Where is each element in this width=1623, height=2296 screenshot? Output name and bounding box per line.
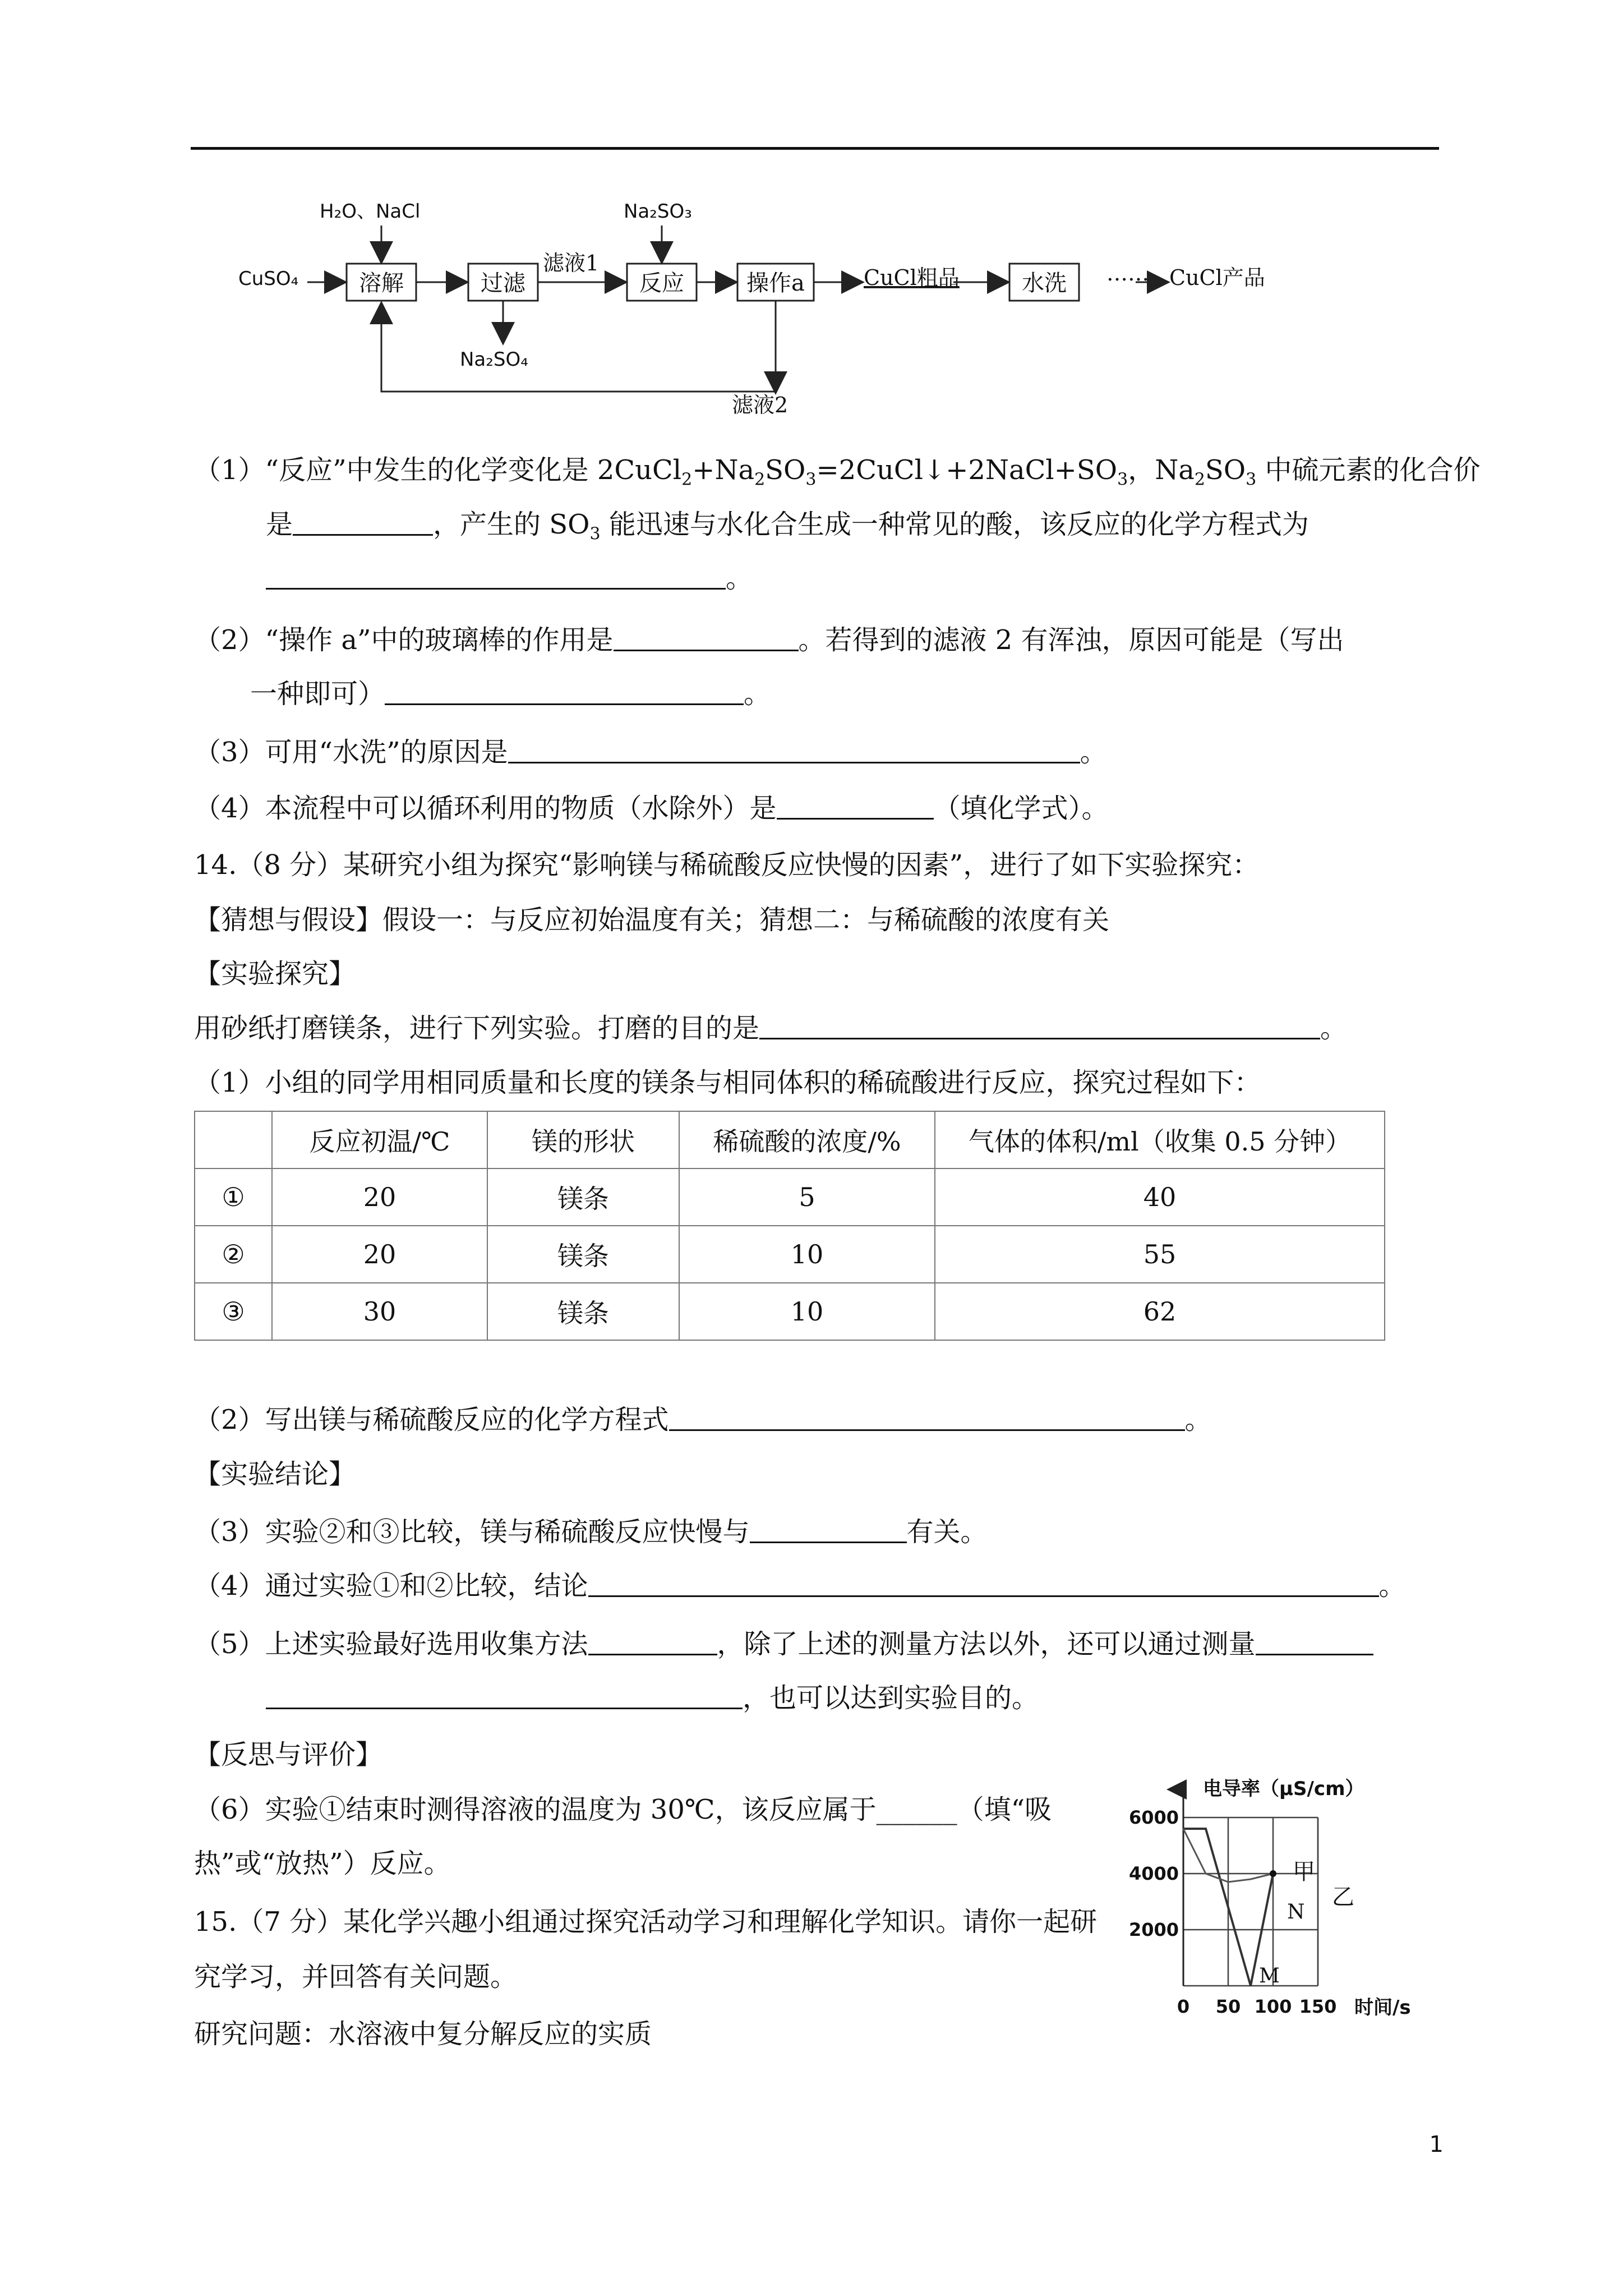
answer-blank[interactable]	[1256, 1627, 1373, 1655]
step-operate-a: 操作a	[746, 270, 805, 296]
table-header-row	[195, 1111, 1385, 1168]
q14-part6-line1: （6）实验①结束时测得溶液的温度为 30℃，该反应属于______（填“吸	[194, 1794, 1052, 1825]
table-cell: ①	[195, 1168, 272, 1226]
table-cell: 镁条	[487, 1168, 679, 1226]
flow-filtrate1: 滤液1	[543, 251, 600, 275]
y-tick-label: 4000	[1128, 1863, 1179, 1884]
table-cell: 镁的形状	[487, 1111, 679, 1168]
q14-polish: 用砂纸打磨镁条，进行下列实验。打磨的目的是 。	[194, 1011, 1347, 1045]
q13-part2-line1: （2）“操作 a”中的玻璃棒的作用是 。若得到的滤液 2 有浑浊，原因可能是（写出	[194, 623, 1344, 657]
x-tick-label: 50	[1215, 1996, 1241, 2017]
q13-part3: （3）可用“水洗”的原因是 。	[194, 735, 1107, 769]
table-cell	[195, 1111, 272, 1168]
flow-reagent1: H₂O、NaCl	[320, 200, 421, 223]
point-label-n: N	[1287, 1901, 1305, 1924]
q15-line2: 究学习，并回答有关问题。	[194, 1961, 518, 1993]
process-flow-diagram	[224, 185, 1290, 426]
y-tick-label: 2000	[1128, 1919, 1179, 1940]
q14-conclusion-heading: 【实验结论】	[194, 1458, 356, 1490]
answer-blank[interactable]	[614, 623, 799, 651]
answer-blank[interactable]	[266, 1681, 743, 1709]
answer-blank[interactable]	[750, 1515, 907, 1543]
answer-blank[interactable]	[669, 1402, 1185, 1431]
x-axis-label: 时间/s	[1354, 1996, 1411, 2019]
table-row	[195, 1226, 1385, 1283]
table-cell: 稀硫酸的浓度/%	[679, 1111, 935, 1168]
point-label-m: M	[1259, 1964, 1280, 1987]
conductivity-chart	[1116, 1767, 1453, 2031]
q15-line3: 研究问题：水溶液中复分解反应的实质	[194, 2018, 652, 2050]
answer-blank[interactable]	[385, 677, 744, 705]
q14-part3: （3）实验②和③比较，镁与稀硫酸反应快慢与 有关。	[194, 1515, 988, 1549]
table-row	[195, 1168, 1385, 1226]
answer-blank[interactable]	[759, 1011, 1320, 1039]
series-label-yi: 乙	[1332, 1884, 1354, 1910]
q14-part6-line2: 热”或“放热”）反应。	[194, 1848, 451, 1879]
experiment-table	[194, 1111, 1385, 1341]
flow-product: CuCl产品	[1169, 265, 1265, 290]
flow-byproduct: Na₂SO₄	[460, 348, 528, 371]
table-cell: 镁条	[487, 1283, 679, 1340]
table-cell: 62	[935, 1283, 1385, 1340]
q14-title: 14.（8 分）某研究小组为探究“影响镁与稀硫酸反应快慢的因素”，进行了如下实验探究：	[194, 849, 1260, 881]
x-tick-label: 0	[1177, 1996, 1190, 2017]
answer-blank[interactable]	[588, 1627, 717, 1655]
page-number: 1	[1429, 2132, 1444, 2157]
q14-explore-heading: 【实验探究】	[194, 958, 356, 990]
q13-part1-line1: （1）“反应”中发生的化学变化是 $2CuCl_2+Na_2SO_3=2CuCl↓+2NaCl+SO_3$，$Na_2SO_3$ 中硫元素的化合价	[194, 454, 1481, 490]
y-tick-label: 6000	[1128, 1807, 1179, 1828]
table-cell: 55	[935, 1226, 1385, 1283]
flow-reagent2: Na₂SO₃	[624, 200, 692, 223]
answer-blank[interactable]	[266, 561, 726, 590]
flow-filtrate2: 滤液2	[732, 393, 789, 417]
y-axis-label: 电导率（μS/cm）	[1203, 1778, 1364, 1800]
q13-part1-line3: 。	[266, 561, 753, 595]
table-cell: 40	[935, 1168, 1385, 1226]
table-cell: 20	[272, 1226, 487, 1283]
answer-blank[interactable]	[508, 735, 1080, 763]
q14-part4: （4）通过实验①和②比较，结论 。	[194, 1568, 1406, 1603]
table-cell: 10	[679, 1283, 935, 1340]
header-rule	[191, 147, 1439, 150]
table-cell: 气体的体积/ml（收集 0.5 分钟）	[935, 1111, 1385, 1168]
q13-part2-line2: 一种即可） 。	[250, 677, 771, 711]
table-cell: ③	[195, 1283, 272, 1340]
q14-part5-line1: （5）上述实验最好选用收集方法 ，除了上述的测量方法以外，还可以通过测量	[194, 1627, 1373, 1661]
q14-part1: （1）小组的同学用相同质量和长度的镁条与相同体积的稀硫酸进行反应，探究过程如下：	[194, 1067, 1261, 1098]
table-cell: 10	[679, 1226, 935, 1283]
table-cell: 20	[272, 1168, 487, 1226]
q14-reflect-heading: 【反思与评价】	[194, 1739, 383, 1770]
flow-crude: CuCl粗品	[864, 265, 960, 290]
table-cell: 反应初温/℃	[272, 1111, 487, 1168]
table-cell: 30	[272, 1283, 487, 1340]
q13-part1-line2: 是 ，产生的 $SO_3$ 能迅速与水化合生成一种常见的酸，该反应的化学方程式为	[266, 507, 1309, 541]
flow-input: CuSO₄	[238, 268, 299, 290]
step-wash: 水洗	[1022, 270, 1067, 296]
step-react: 反应	[639, 270, 684, 296]
table-row	[195, 1283, 1385, 1340]
flow-dots: ……	[1106, 261, 1149, 286]
chart-series	[1183, 1829, 1276, 1986]
table-cell: 5	[679, 1168, 935, 1226]
q14-part2: （2）写出镁与稀硫酸反应的化学方程式 。	[194, 1402, 1212, 1437]
series-label-jia: 甲	[1293, 1859, 1315, 1885]
point-n-marker	[1270, 1870, 1276, 1877]
q14-hypothesis: 【猜想与假设】假设一：与反应初始温度有关；猜想二：与稀硫酸的浓度有关	[194, 904, 1110, 936]
q13-part4: （4）本流程中可以循环利用的物质（水除外）是 （填化学式）。	[194, 791, 1109, 825]
answer-blank[interactable]	[777, 791, 934, 820]
q15-line1: 15.（7 分）某化学兴趣小组通过探究活动学习和理解化学知识。请你一起研	[194, 1906, 1098, 1938]
table-cell: 镁条	[487, 1226, 679, 1283]
x-tick-label: 150	[1299, 1996, 1337, 2017]
step-filter: 过滤	[481, 270, 525, 296]
table-cell: ②	[195, 1226, 272, 1283]
answer-blank[interactable]	[293, 507, 433, 536]
step-dissolve: 溶解	[359, 270, 404, 296]
q14-part5-line2: ，也可以达到实验目的。	[266, 1681, 1039, 1715]
answer-blank[interactable]	[588, 1568, 1379, 1597]
x-tick-label: 100	[1254, 1996, 1292, 2017]
